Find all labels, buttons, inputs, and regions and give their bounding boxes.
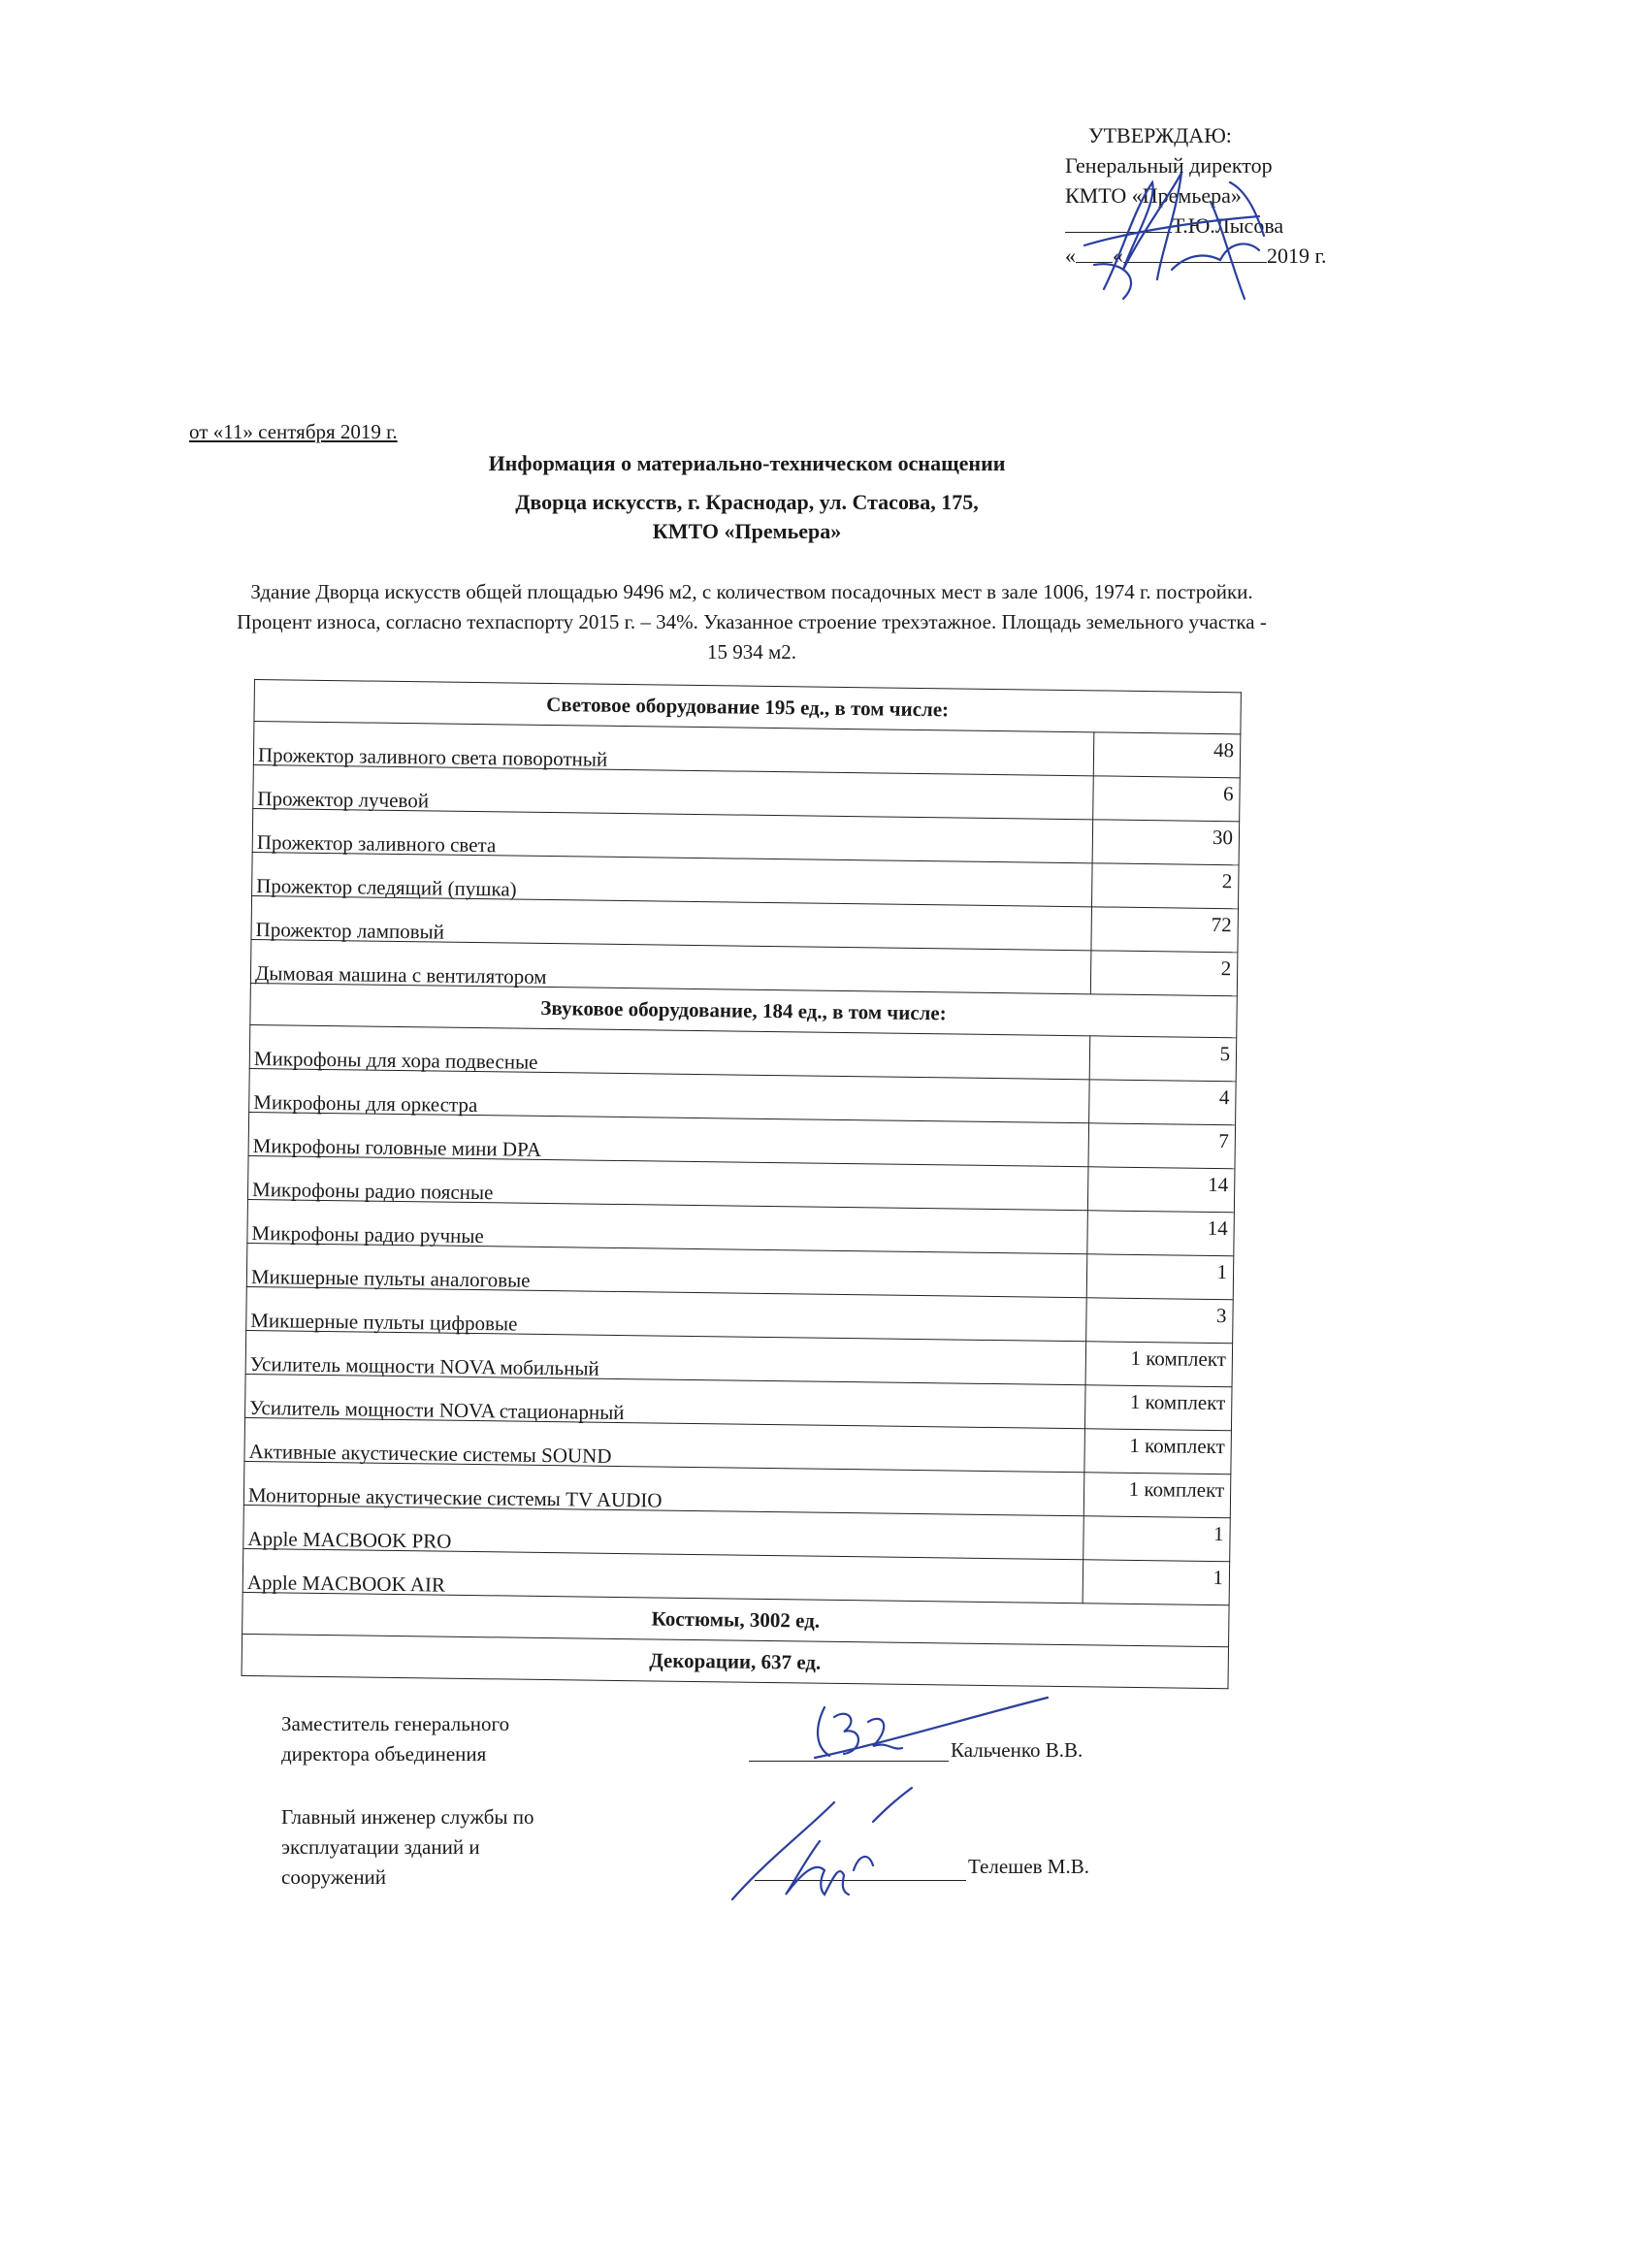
item-qty: 1 комплект: [1084, 1429, 1232, 1474]
item-name: Микрофоны радио поясные: [247, 1155, 1088, 1210]
item-qty: 3: [1086, 1298, 1234, 1344]
item-name: Прожектор заливного света: [252, 808, 1093, 862]
item-qty: 6: [1093, 776, 1241, 822]
approval-year: 2019 г.: [1267, 243, 1327, 268]
description-line-1: Здание Дворца искусств общей площадью 9496 м2, с количеством посадочных мест в зале 1006, 1974 г. постройки.: [250, 580, 1253, 603]
item-qty: 1: [1083, 1516, 1231, 1562]
approval-date-open: «: [1065, 243, 1076, 268]
item-qty: 72: [1091, 907, 1239, 953]
item-name: Apple MACBOOK AIR: [242, 1548, 1083, 1603]
item-qty: 1: [1086, 1254, 1234, 1300]
title-line-3: КМТО «Премьера»: [652, 519, 842, 543]
approval-title: УТВЕРЖДАЮ:: [1088, 123, 1232, 147]
engineer-signature: [728, 1783, 951, 1909]
engineer-name: Телешев М.В.: [968, 1855, 1089, 1878]
item-qty: 30: [1092, 820, 1240, 865]
engineer-position: [281, 1802, 534, 1893]
item-name: Прожектор следящий (пушка): [252, 852, 1093, 906]
item-qty: 2: [1090, 951, 1238, 996]
item-name: Прожектор заливного света поворотный: [253, 722, 1094, 776]
item-name: Микрофоны для оркестра: [249, 1068, 1090, 1122]
item-qty: 48: [1093, 732, 1241, 778]
approval-name: Т.Ю.Лысова: [1172, 213, 1284, 238]
item-name: Прожектор лучевой: [253, 764, 1094, 819]
description-line-3: 15 934 м2.: [706, 640, 797, 664]
section-title-costumes: Костюмы, 3002 ед.: [242, 1592, 1229, 1646]
equipment-table: [242, 679, 1242, 1689]
approval-org: КМТО «Премьера»: [1065, 183, 1242, 208]
building-description: [146, 577, 1358, 667]
document-date: от «11» сентября 2019 г.: [189, 420, 398, 443]
deputy-name: Кальченко В.В.: [951, 1738, 1083, 1762]
section-title-sound: Звуковое оборудование, 184 ед., в том числе:: [250, 983, 1237, 1037]
item-qty: 14: [1087, 1211, 1235, 1256]
item-qty: 1: [1083, 1560, 1230, 1605]
item-name: Микрофоны радио ручные: [247, 1199, 1088, 1253]
engineer-position-line-3: сооружений: [281, 1865, 387, 1889]
item-qty: 14: [1087, 1167, 1235, 1213]
title-line-2: Дворца искусств, г. Краснодар, ул. Стасова, 175,: [515, 490, 979, 514]
item-qty: 7: [1088, 1123, 1236, 1169]
approval-date-close: «: [1113, 243, 1123, 268]
title-line-1: Информация о материально-техническом оснащении: [488, 451, 1006, 475]
item-qty: 1 комплект: [1084, 1385, 1232, 1431]
director-signature: [1065, 163, 1298, 308]
item-name: Микшерные пульты аналоговые: [246, 1243, 1087, 1297]
item-qty: 1 комплект: [1085, 1342, 1233, 1387]
deputy-position-line-2: директора объединения: [281, 1742, 487, 1766]
item-name: Микрофоны для хора подвесные: [249, 1024, 1090, 1079]
item-qty: 5: [1089, 1036, 1237, 1082]
deputy-position: [281, 1709, 509, 1769]
description-line-2: Процент износа, согласно техпаспорту 2015 г. – 34%. Указанное строение трехэтажное. Площадь земельного участка -: [237, 610, 1267, 633]
approval-position: Генеральный директор: [1065, 153, 1273, 178]
item-name: Прожектор ламповый: [251, 895, 1092, 950]
engineer-position-line-1: Главный инженер службы по: [281, 1805, 534, 1829]
section-title-lighting: Световое оборудование 195 ед., в том числе:: [254, 680, 1241, 734]
deputy-signature: [776, 1688, 1057, 1775]
item-name: Усилитель мощности NOVA мобильный: [245, 1330, 1086, 1384]
item-name: Микшерные пульты цифровые: [246, 1286, 1087, 1341]
item-qty: 1 комплект: [1083, 1473, 1231, 1518]
item-name: Дымовая машина с вентилятором: [250, 939, 1091, 993]
item-name: Усилитель мощности NOVA стационарный: [245, 1374, 1086, 1428]
engineer-position-line-2: эксплуатации зданий и: [281, 1835, 480, 1859]
item-name: Микрофоны головные мини DPA: [248, 1112, 1089, 1166]
deputy-position-line-1: Заместитель генерального: [281, 1712, 510, 1735]
item-qty: 2: [1092, 863, 1240, 909]
section-title-decorations: Декорации, 637 ед.: [242, 1634, 1228, 1688]
item-name: Apple MACBOOK PRO: [243, 1505, 1084, 1559]
item-qty: 4: [1089, 1080, 1237, 1125]
item-name: Активные акустические системы SOUND: [244, 1417, 1085, 1472]
item-name: Мониторные акустические системы TV AUDIO: [243, 1461, 1084, 1515]
